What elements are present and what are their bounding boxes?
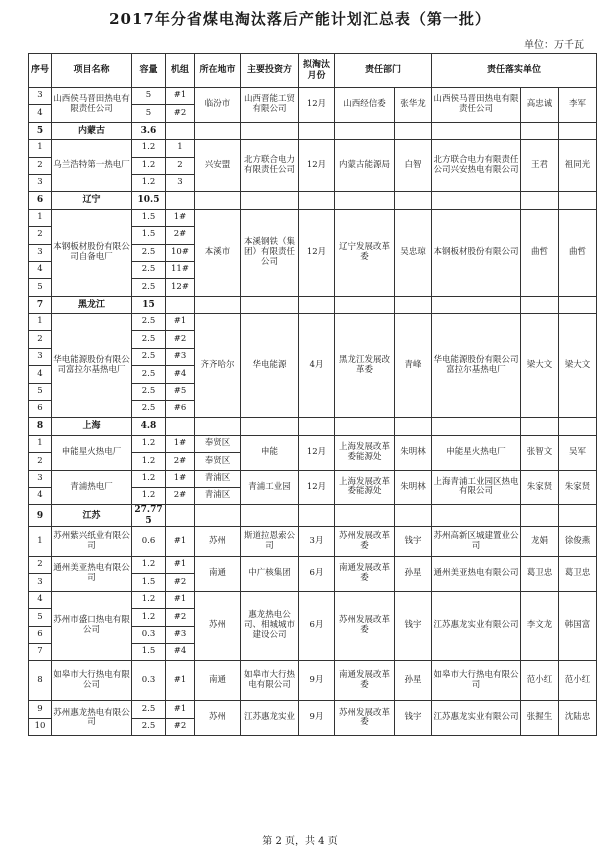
header-location: 所在地市 [195,54,241,88]
cell-owner: 山西晋能工贸有限公司 [241,88,299,123]
cell-resp-person-2: 李军 [559,88,597,123]
cell-seq: 2 [29,227,52,244]
cell-dept: 内蒙古能源局 [335,140,395,192]
cell-seq: 6 [29,192,52,209]
unit-label: 单位：万千瓦 [524,40,584,51]
cell-project: 如皋市大行热电有限公司 [52,661,132,701]
cell-capacity: 1.5 [132,574,166,591]
header-dept: 责任部门 [335,54,432,88]
cell-unit: 2# [166,487,195,504]
cell-capacity: 2.5 [132,261,166,278]
cell-deadline: 6月 [299,557,335,592]
cell-project: 通州美亚热电有限公司 [52,557,132,592]
cell-unit: 1# [166,470,195,487]
province-row [29,418,597,435]
cell-resp-person-1: 王君 [521,140,559,192]
cell-unit: #3 [166,626,195,643]
header-deadline: 拟淘汰月份 [299,54,335,88]
cell-owner: 申能 [241,435,299,470]
cell-resp-unit: 江苏惠龙实业有限公司 [432,701,521,736]
cell-dept: 上海发展改革委能源处 [335,470,395,505]
cell-seq: 3 [29,470,52,487]
cell-capacity: 2.5 [132,383,166,400]
province-capacity: 10.5 [132,192,166,209]
header-capacity: 容量 [132,54,166,88]
cell-capacity: 2.5 [132,244,166,261]
cell-resp-person-1: 李文龙 [521,591,559,661]
cell-resp-person-2: 曲哲 [559,209,597,296]
province-row [29,505,597,527]
table-row [29,527,597,557]
cell-location: 苏州 [195,527,241,557]
cell-resp-unit: 山西侯马晋田热电有限责任公司 [432,88,521,123]
cell-unit: #1 [166,314,195,331]
cell-capacity: 2.5 [132,366,166,383]
cell-dept: 南通发展改革委 [335,661,395,701]
cell-project: 乌兰浩特第一热电厂 [52,140,132,192]
cell-capacity: 1.5 [132,209,166,226]
cell-seq: 1 [29,435,52,452]
cell-resp-unit: 如皋市大行热电有限公司 [432,661,521,701]
cell-dept-person: 张华龙 [395,88,432,123]
cell-resp-person-1: 高忠诚 [521,88,559,123]
cell-dept-person: 孙星 [395,557,432,592]
page-number: 第 2 页，共 4 页 [262,836,338,847]
cell-dept-person: 吴忠琼 [395,209,432,296]
cell-location: 兴安盟 [195,140,241,192]
cell-project: 华电能源股份有限公司富拉尔基热电厂 [52,314,132,418]
cell-resp-unit: 通州美亚热电有限公司 [432,557,521,592]
cell-deadline: 4月 [299,314,335,418]
cell-owner: 惠龙热电公司、相城城市建设公司 [241,591,299,661]
cell-capacity: 1.2 [132,591,166,608]
cell-capacity: 1.2 [132,453,166,470]
cell-deadline: 12月 [299,209,335,296]
cell-location: 南通 [195,661,241,701]
cell-seq: 4 [29,591,52,608]
cell-unit: #1 [166,661,195,701]
province-row [29,122,597,139]
cell-unit: #2 [166,609,195,626]
cell-seq: 3 [29,574,52,591]
cell-resp-person-1: 曲哲 [521,209,559,296]
cell-capacity: 1.2 [132,174,166,191]
cell-seq: 1 [29,314,52,331]
cell-location: 苏州 [195,591,241,661]
cell-deadline: 6月 [299,591,335,661]
province-capacity: 3.6 [132,122,166,139]
cell-unit: 2 [166,157,195,174]
cell-project: 苏州市盛口热电有限公司 [52,591,132,661]
cell-dept: 苏州发展改革委 [335,527,395,557]
cell-unit: #5 [166,383,195,400]
cell-unit: 1 [166,140,195,157]
cell-seq: 7 [29,644,52,661]
cell-unit: #1 [166,527,195,557]
cell-seq: 6 [29,401,52,418]
cell-capacity: 2.5 [132,348,166,365]
cell-seq: 4 [29,105,52,122]
cell-seq: 10 [29,718,52,735]
cell-deadline: 12月 [299,140,335,192]
cell-capacity: 2.5 [132,331,166,348]
cell-dept-person: 青峰 [395,314,432,418]
cell-capacity: 2.5 [132,279,166,296]
cell-owner: 本溪钢铁（集团）有限责任公司 [241,209,299,296]
cell-capacity: 1.2 [132,435,166,452]
cell-seq: 8 [29,418,52,435]
cell-seq: 7 [29,296,52,313]
cell-unit: #4 [166,644,195,661]
cell-unit: #1 [166,88,195,105]
cell-unit: #4 [166,366,195,383]
cell-seq: 9 [29,505,52,527]
cell-location: 青浦区 [195,487,241,504]
cell-owner: 如皋市大行热电有限公司 [241,661,299,701]
cell-unit: #1 [166,557,195,574]
header-resp-unit: 责任落实单位 [432,54,597,88]
cell-capacity: 1.5 [132,644,166,661]
cell-seq: 2 [29,157,52,174]
cell-capacity: 1.2 [132,487,166,504]
cell-seq: 9 [29,701,52,718]
cell-resp-person-1: 张智文 [521,435,559,470]
cell-dept: 辽宁发展改革委 [335,209,395,296]
cell-location: 奉贤区 [195,435,241,452]
cell-project: 申能星火热电厂 [52,435,132,470]
table-row [29,470,597,487]
summary-table-wrapper [28,53,597,736]
summary-table [28,53,597,736]
table-row [29,140,597,157]
cell-resp-unit: 江苏惠龙实业有限公司 [432,591,521,661]
cell-unit: 10# [166,244,195,261]
cell-resp-person-2: 沈陆忠 [559,701,597,736]
cell-deadline: 9月 [299,701,335,736]
cell-resp-unit: 华电能源股份有限公司富拉尔基热电厂 [432,314,521,418]
cell-unit: 2# [166,453,195,470]
cell-unit: #2 [166,718,195,735]
table-header-row [29,54,597,88]
cell-dept: 黑龙江发展改革委 [335,314,395,418]
cell-owner: 斯道拉恩索公司 [241,527,299,557]
header-owner: 主要投资方 [241,54,299,88]
cell-seq: 4 [29,261,52,278]
cell-project: 苏州惠龙热电有限公司 [52,701,132,736]
cell-dept-person: 朱明林 [395,470,432,505]
cell-capacity: 5 [132,105,166,122]
cell-owner: 华电能源 [241,314,299,418]
province-capacity: 15 [132,296,166,313]
cell-seq: 8 [29,661,52,701]
cell-dept: 苏州发展改革委 [335,701,395,736]
province-row [29,296,597,313]
cell-resp-unit: 上海青浦工业园区热电有限公司 [432,470,521,505]
cell-dept-person: 白智 [395,140,432,192]
cell-owner: 青浦工业园 [241,470,299,505]
cell-resp-person-2: 葛卫忠 [559,557,597,592]
cell-project: 苏州紫兴纸业有限公司 [52,527,132,557]
cell-capacity: 1.2 [132,609,166,626]
cell-seq: 5 [29,383,52,400]
cell-project: 山西侯马晋田热电有限责任公司 [52,88,132,123]
cell-unit: 2# [166,227,195,244]
cell-dept-person: 钱宇 [395,701,432,736]
cell-capacity: 2.5 [132,314,166,331]
cell-dept-person: 孙星 [395,661,432,701]
cell-capacity: 1.2 [132,140,166,157]
cell-resp-person-1: 葛卫忠 [521,557,559,592]
table-row [29,591,597,608]
cell-capacity: 1.5 [132,227,166,244]
header-unit: 机组 [166,54,195,88]
header-project: 项目名称 [52,54,132,88]
province-name: 辽宁 [52,192,132,209]
cell-resp-person-2: 朱家贤 [559,470,597,505]
cell-unit: 3 [166,174,195,191]
cell-seq: 2 [29,331,52,348]
cell-capacity: 0.3 [132,626,166,643]
table-row [29,435,597,452]
cell-resp-person-2: 梁大文 [559,314,597,418]
table-row [29,661,597,701]
cell-resp-person-1: 朱家贤 [521,470,559,505]
cell-seq: 4 [29,487,52,504]
table-row [29,701,597,718]
province-name: 江苏 [52,505,132,527]
cell-capacity: 2.5 [132,701,166,718]
cell-unit: #2 [166,331,195,348]
cell-capacity: 0.3 [132,661,166,701]
cell-resp-person-1: 梁大文 [521,314,559,418]
cell-capacity: 0.6 [132,527,166,557]
province-row [29,192,597,209]
cell-seq: 5 [29,122,52,139]
cell-resp-person-1: 张握生 [521,701,559,736]
cell-seq: 5 [29,279,52,296]
cell-seq: 2 [29,453,52,470]
cell-location: 苏州 [195,701,241,736]
province-name: 内蒙古 [52,122,132,139]
cell-unit: #3 [166,348,195,365]
cell-capacity: 1.2 [132,470,166,487]
province-name: 黑龙江 [52,296,132,313]
province-capacity: 4.8 [132,418,166,435]
cell-unit: #2 [166,105,195,122]
cell-dept-person: 钱宇 [395,527,432,557]
table-row [29,88,597,105]
cell-location: 南通 [195,557,241,592]
cell-deadline: 12月 [299,470,335,505]
cell-seq: 1 [29,527,52,557]
cell-resp-unit: 本钢板材股份有限公司 [432,209,521,296]
cell-seq: 2 [29,557,52,574]
document-title: 2017年分省煤电淘汰落后产能计划汇总表（第一批） [109,10,491,28]
cell-unit: #2 [166,574,195,591]
cell-unit: 12# [166,279,195,296]
cell-deadline: 9月 [299,661,335,701]
cell-resp-unit: 北方联合电力有限责任公司兴安热电有限公司 [432,140,521,192]
cell-resp-person-1: 龙娟 [521,527,559,557]
cell-owner: 中广核集团 [241,557,299,592]
table-row [29,557,597,574]
cell-location: 奉贤区 [195,453,241,470]
cell-dept-person: 钱宇 [395,591,432,661]
cell-seq: 4 [29,366,52,383]
cell-capacity: 2.5 [132,401,166,418]
province-name: 上海 [52,418,132,435]
cell-resp-unit: 申能星火热电厂 [432,435,521,470]
cell-location: 临汾市 [195,88,241,123]
header-seq: 序号 [29,54,52,88]
cell-resp-person-1: 范小红 [521,661,559,701]
cell-location: 齐齐哈尔 [195,314,241,418]
cell-seq: 3 [29,244,52,261]
cell-dept: 山西经信委 [335,88,395,123]
cell-seq: 1 [29,209,52,226]
cell-project: 本钢板材股份有限公司自备电厂 [52,209,132,296]
cell-unit: 1# [166,209,195,226]
cell-unit: #6 [166,401,195,418]
cell-resp-person-2: 韩国富 [559,591,597,661]
cell-resp-unit: 苏州高新区城建置业公司 [432,527,521,557]
cell-deadline: 12月 [299,88,335,123]
cell-seq: 1 [29,140,52,157]
cell-dept-person: 朱明林 [395,435,432,470]
cell-seq: 3 [29,88,52,105]
cell-resp-person-2: 范小红 [559,661,597,701]
cell-seq: 6 [29,626,52,643]
cell-unit: 1# [166,435,195,452]
province-capacity: 27.775 [132,505,166,527]
cell-resp-person-2: 徐俊燕 [559,527,597,557]
cell-unit: #1 [166,591,195,608]
cell-dept: 南通发展改革委 [335,557,395,592]
cell-seq: 3 [29,348,52,365]
cell-resp-person-2: 吴军 [559,435,597,470]
cell-capacity: 1.2 [132,157,166,174]
table-row [29,314,597,331]
cell-location: 本溪市 [195,209,241,296]
cell-deadline: 3月 [299,527,335,557]
cell-unit: #1 [166,701,195,718]
cell-resp-person-2: 祖同光 [559,140,597,192]
cell-seq: 5 [29,609,52,626]
cell-dept: 上海发展改革委能源处 [335,435,395,470]
table-row [29,209,597,226]
cell-owner: 北方联合电力有限责任公司 [241,140,299,192]
cell-capacity: 1.2 [132,557,166,574]
cell-dept: 苏州发展改革委 [335,591,395,661]
cell-owner: 江苏惠龙实业 [241,701,299,736]
cell-project: 青浦热电厂 [52,470,132,505]
cell-deadline: 12月 [299,435,335,470]
cell-capacity: 2.5 [132,718,166,735]
cell-capacity: 5 [132,88,166,105]
cell-unit: 11# [166,261,195,278]
cell-location: 青浦区 [195,470,241,487]
cell-seq: 3 [29,174,52,191]
